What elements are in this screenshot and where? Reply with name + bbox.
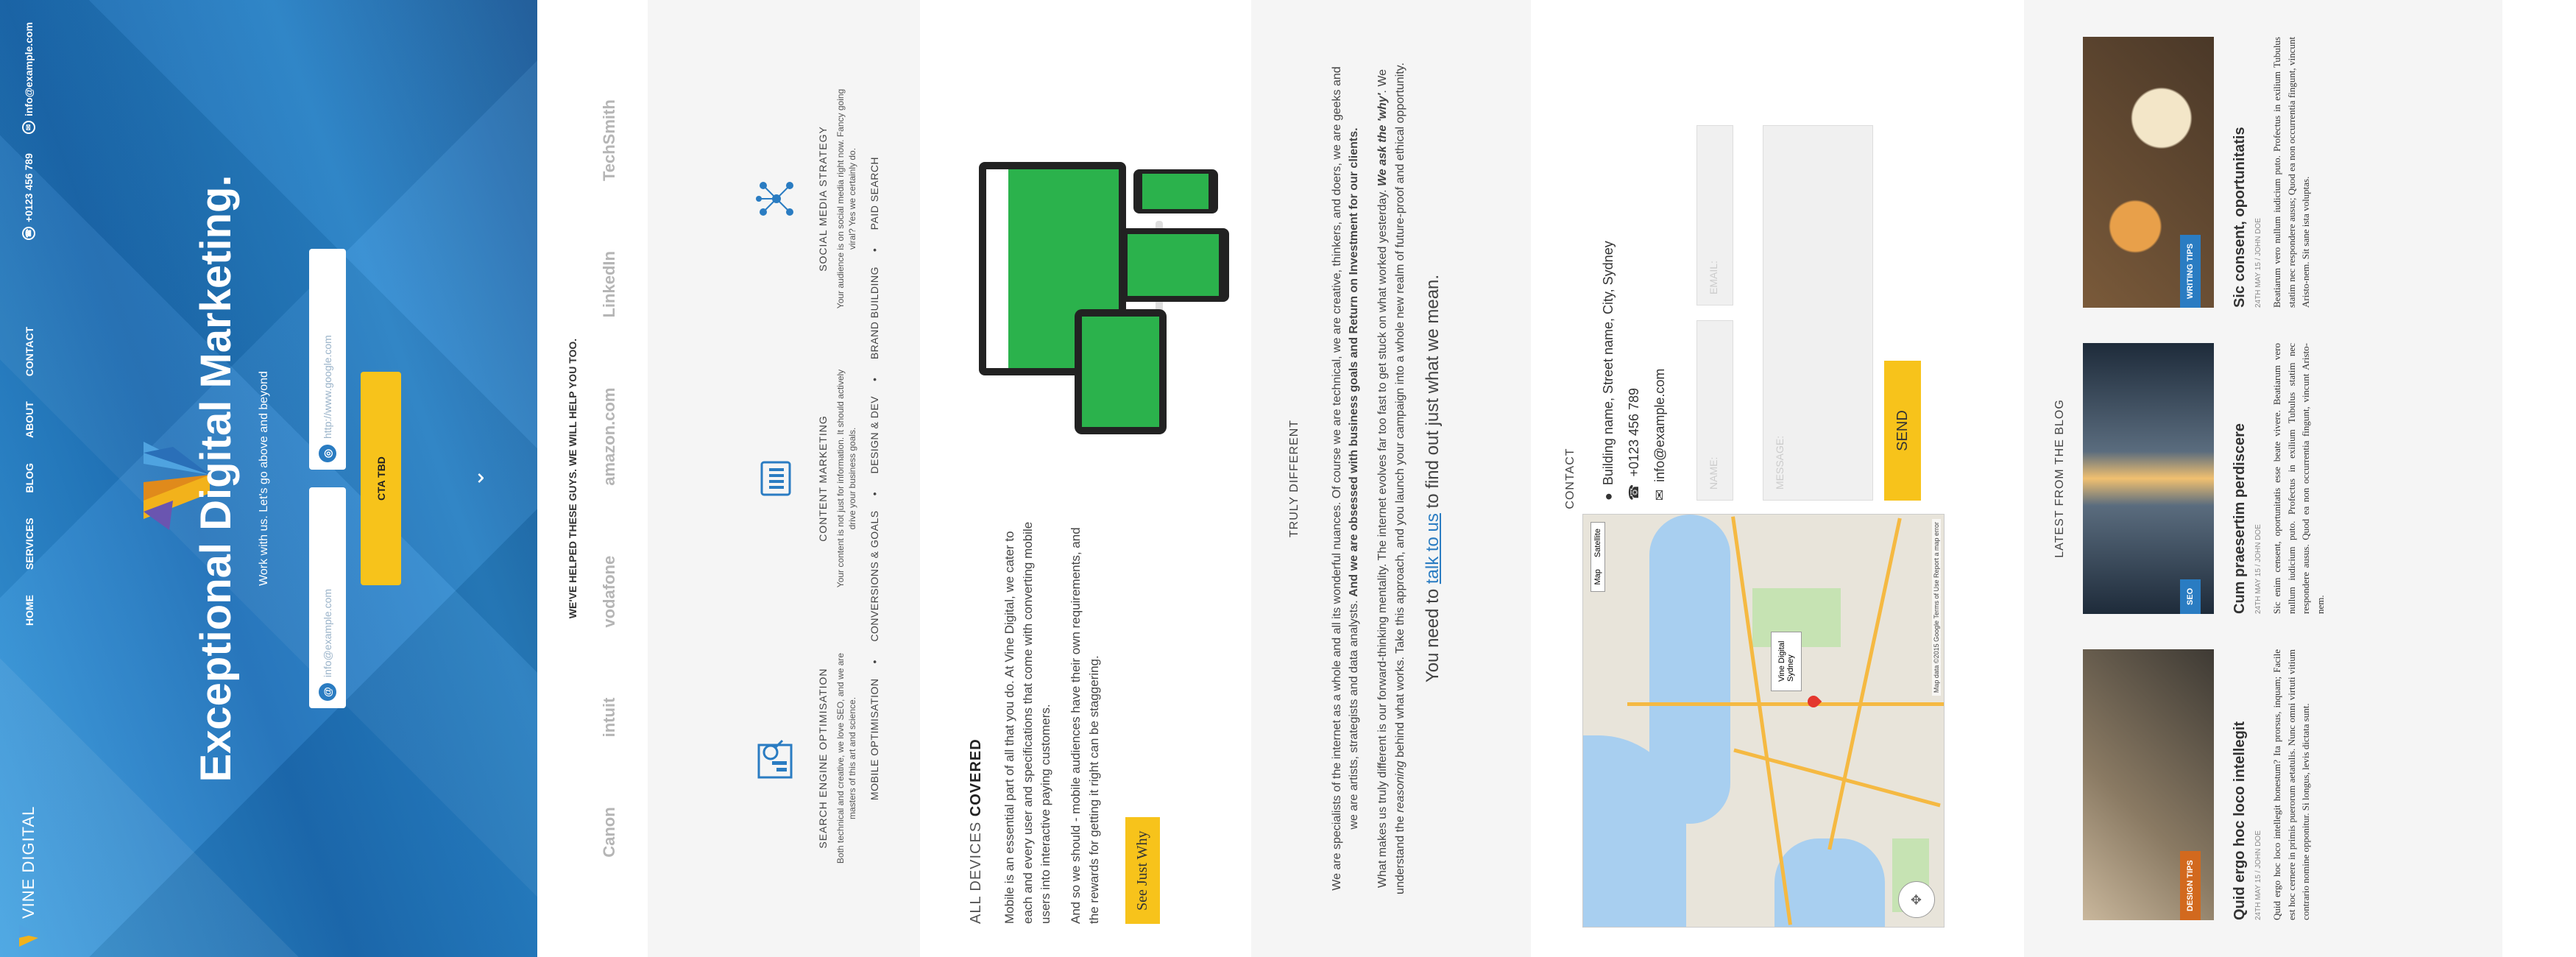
menu-services[interactable]: SERVICES [24,518,35,570]
client-logos [600,0,619,957]
map-pan-control-icon[interactable]: ✥ [1898,881,1935,918]
header-contact [22,22,35,240]
map-road [1627,702,1944,706]
blog-post-meta: 24TH MAY 15 / JOHN DOE [2254,218,2262,308]
blog-title: LATEST FROM THE BLOG [2053,399,2066,558]
name-field[interactable]: NAME: [1696,320,1733,501]
different-p1-text: We are specialists of the internet as a whole and all its wonderful nuances. Of course we are technical, we are creative, thinkers, and doers, we are geeks and we are artists, strategists and data analysts. [1331,66,1361,891]
globe-icon: ◎ [319,445,336,462]
contact-phone-text: +0123 456 789 [1627,387,1641,477]
service-tag: DESIGN & DEV [868,395,880,474]
tag-separator: • [868,247,880,253]
blog-post-meta: 24TH MAY 15 / JOHN DOE [2254,524,2262,614]
hero-email-input[interactable] [309,487,346,708]
map-type-toggle [1590,522,1605,592]
contact-address [1601,241,1616,501]
devices-text [968,512,1160,924]
blog-post-image[interactable] [2083,37,2214,308]
map-water [1774,838,1885,927]
hero-form [309,0,346,957]
mail-icon: ✉ [22,121,35,134]
map-footer: Map data ©2015 Google Terms of Use Report a map error [1932,519,1941,696]
blog-post-excerpt: Quid ergo hoc loco intellegit honestum? Ita prorsus, inquam; Facile est hoc cernere in primis puerorum aetatulis. Nunc omni virtuti vitium contrario nomine opponitur. Si longus, levis dictata sunt. [2271,649,2311,920]
phone-icon: ☎ [22,227,35,240]
hero-section [0,0,537,957]
devices-illustration [942,110,1236,449]
hero-cta-button[interactable]: CTA TBD [361,372,401,585]
contact-email-text: info@example.com [1652,368,1667,482]
devices-title-prefix: ALL DEVICES [968,816,984,924]
hero-url-placeholder: http://www.google.com [322,335,333,439]
vine-logo-icon [18,925,40,947]
service-seo [751,640,858,876]
different-p2-text: What makes us truly different is our forward-thinking mentality. The internet evolves far too fast to get stuck on what worked yesterday. [1376,186,1390,889]
different-body [1328,59,1446,898]
map-info-window [1771,632,1802,691]
phone-icon: ☎ [1627,484,1641,501]
clients-title: WE'VE HELPED THESE GUYS. WE WILL HELP YOU TOO. [567,338,578,619]
devices-title-bold: COVERED [968,738,984,817]
service-tags [868,0,880,957]
hero-title: Exceptional Digital Marketing. [192,174,240,783]
different-p2-emphasis: We ask the 'why' [1376,93,1390,187]
service-seo-desc: Both technical and creative, we love SEO, and we are masters of this art and science. [835,652,858,864]
blog-post-excerpt: Beatiarum vero nullum iudicium puto. Profectus in exilium Tubulus statim nec respondere ausus; Quod ea non occurrentia fingunt, vincunt Aristo-nem. Sit sane ista voluptas. [2271,37,2311,308]
map-road [1733,749,1940,808]
services-section [648,0,920,957]
map-tab-map[interactable]: Map [1593,569,1602,585]
service-content-title: CONTENT MARKETING [817,415,829,542]
at-icon: @ [319,683,336,701]
service-content-desc: Your content is not just for information. It should actively drive your business goals. [835,369,858,588]
blog-post[interactable] [2083,649,2327,920]
header-email[interactable] [22,22,35,134]
client-logo-linkedin: LinkedIn [600,251,618,318]
message-field[interactable]: MESSAGE: [1763,125,1873,501]
contact-phone[interactable] [1627,241,1642,501]
service-social-title: SOCIAL MEDIA STRATEGY [817,126,829,272]
menu-blog[interactable]: BLOG [24,463,35,493]
different-cta [1420,59,1446,898]
map-tab-satellite[interactable]: Satellite [1593,529,1602,558]
top-nav [7,0,52,957]
blog-post-meta: 24TH MAY 15 / JOHN DOE [2254,830,2262,920]
services-list [751,0,858,957]
different-paragraph-1 [1328,59,1362,898]
contact-title: CONTACT [1564,448,1577,509]
chevron-down-icon[interactable]: ⌄ [464,468,489,487]
service-social [751,81,858,317]
blog-post-image[interactable] [2083,649,2214,920]
client-logo-techsmith: TechSmith [600,99,618,182]
email-field[interactable]: EMAIL: [1696,125,1733,306]
map-info-title: Vine Digital [1777,640,1786,682]
main-menu [24,327,35,626]
send-button[interactable]: SEND [1884,361,1921,501]
contact-section [1531,0,2024,957]
contact-address-text: Building name, Street name, City, Sydney [1601,241,1616,486]
brand-name: VINE DIGITAL [19,805,38,919]
blog-posts [2083,0,2327,957]
different-cta-text: to find out just what we mean. [1422,274,1443,514]
different-cta-text: You need to [1422,584,1443,683]
client-logo-vodafone: vodafone [600,555,618,628]
service-tag: BRAND BUILDING [868,266,880,360]
blog-post-title[interactable]: Cum praesertim perdiscere [2232,423,2248,614]
blog-post-image[interactable] [2083,343,2214,614]
brand-logo[interactable] [18,806,40,947]
blog-post-title[interactable]: Sic consent, oportunitatis [2232,127,2248,308]
devices-paragraph-2: And so we should - mobile audiences have their own requirements, and the rewards for getting it right can be staggering. [1068,527,1101,924]
map-road [1827,518,1902,850]
different-p2-text: . We understand the [1376,68,1406,894]
menu-contact[interactable]: CONTACT [24,326,35,377]
tag-separator: • [868,491,880,496]
contact-email[interactable] [1652,241,1668,501]
map-info-city: Sydney [1786,654,1795,682]
blog-post[interactable] [2083,37,2327,308]
seo-chart-icon [751,732,802,784]
service-tag: MOBILE OPTIMISATION [868,678,880,801]
blog-post-tag[interactable]: SEO [2180,579,2201,614]
location-map[interactable] [1582,514,1945,928]
hero-url-input[interactable] [309,249,346,470]
tag-separator: • [868,660,880,664]
social-network-icon [751,173,802,225]
map-water [1649,515,1730,824]
header-phone[interactable] [22,153,35,240]
blog-post-tag[interactable]: DESIGN TIPS [2180,851,2201,920]
location-pin-icon: ● [1601,492,1616,501]
service-seo-title: SEARCH ENGINE OPTIMISATION [817,668,829,849]
devices-section [920,0,1251,957]
service-content [751,361,858,596]
client-logo-intuit: intuit [600,697,618,738]
blog-post-title[interactable]: Quid ergo hoc loco intellegit [2232,721,2248,920]
hero-email-placeholder: info@example.com [322,588,333,677]
map-road [1731,516,1792,925]
contact-details [1601,241,1678,501]
mail-icon: ✉ [1652,489,1667,501]
service-tag: PAID SEARCH [868,156,880,230]
header-phone-text: +0123 456 789 [23,153,35,222]
different-title: TRULY DIFFERENT [1288,419,1301,538]
tag-separator: • [868,377,880,381]
different-p1-bold: And we are obsessed with business goals and Return on Investment for our clients. [1348,127,1361,597]
service-tag: CONVERSIONS & GOALS [868,510,880,642]
different-p2-italic: reasoning [1393,760,1406,813]
client-logo-amazon: amazon.com [600,387,618,486]
different-paragraph-2 [1374,59,1408,898]
devices-title [968,512,985,924]
menu-home[interactable]: HOME [24,595,35,626]
header-email-text: info@example.com [23,22,35,117]
see-just-why-button[interactable]: See Just Why [1125,817,1160,924]
clients-section [537,0,648,957]
service-social-desc: Your audience is on social media right now. Fancy going viral? Yes we certainly do. [835,88,858,309]
blog-section [2024,0,2502,957]
talk-to-us-link[interactable]: talk to us [1422,513,1443,585]
devices-paragraph-1: Mobile is an essential part of all that you do. At Vine Digital, we cater to each and every user and specifications that come with converting mobile users into interactive paying customers. [1002,521,1053,924]
map-pin-icon[interactable] [1805,693,1822,710]
content-document-icon [751,453,802,504]
different-section [1251,0,1531,957]
client-logo-canon: Canon [600,807,618,858]
different-p2-text: behind what works. Take this approach, and you launch your campaign into a whole new realm of future-proof and ethical opportunity. [1393,63,1406,761]
blog-post-tag[interactable]: WRITING TIPS [2180,235,2201,308]
blog-post-excerpt: Sic enim censent, oportunitatis esse beate vivere. Beatiarum vero nullum iudicium puto. Profectus in exilium Tubulus statim nec respondere ausus. Quod ea non occurrentia fingunt, vincunt Aristo-nem. [2271,343,2326,614]
hero-subtitle: Work with us. Let's go above and beyond [258,371,270,586]
menu-about[interactable]: ABOUT [24,401,35,438]
blog-post[interactable] [2083,343,2327,614]
